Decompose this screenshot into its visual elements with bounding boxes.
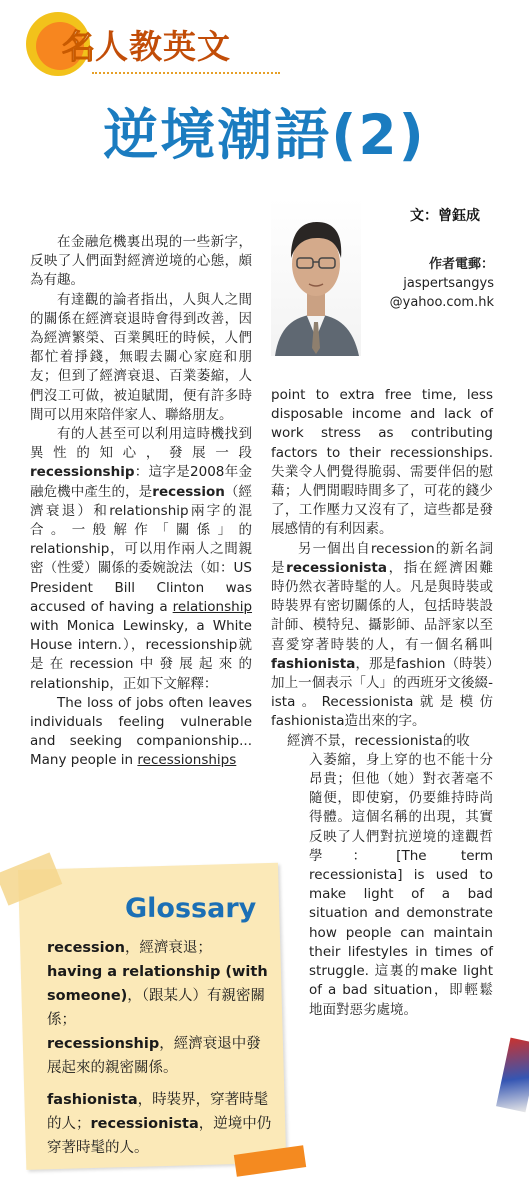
article-title: 逆境潮語(2): [103, 103, 426, 167]
keyword-recession: recession: [152, 483, 225, 500]
keyword-recessionship: recessionship: [30, 464, 135, 481]
glossary-title: Glossary: [125, 893, 257, 924]
keyword-recessionista: recessionista: [286, 559, 387, 576]
edge-decoration: [496, 1038, 529, 1113]
left-paragraph-1: 在金融危機裏出現的一些新字，反映了人們面對經濟逆境的心態，頗為有趣。: [30, 234, 252, 289]
column-title-first-char: 名: [62, 26, 95, 66]
underlined-relationship: relationship: [172, 598, 253, 615]
right-paragraph-1: point to extra free time, less disposable income and lack of work stress as contributing factors to their recessionships. 失業令人們覺得脆弱、需要伴侶的慰藉；人們閒暇時間多了，可花的錢少了，工作壓力又沒有了，這些都是發展感情的有利因素。: [271, 387, 493, 538]
author-photo: [271, 198, 361, 356]
keyword-fashionista: fashionista: [271, 655, 356, 672]
left-paragraph-3: 有的人甚至可以利用這時機找到異性的知心，發展一段recessionship：這字是2008年金融危機中產生的，是recession（經濟衰退）和relationship兩字的混合。一般解作「關係」的relationship，可以用作兩人之間親密（性愛）關係的委婉說法（如：US President Bill Clinton was accused of having a relationship with Monica Lewinsky, a White House intern.），recessionship就是在recession中發展起來的relationship，正如下文解釋：: [30, 426, 253, 692]
right-paragraph-3: 經濟不景，recessionista的收 入萎縮，身上穿的也不能十分昂貴；但他（她）對衣著毫不隨便，即使窮，仍要維持時尚得體。這個名稱的出現，其實反映了人們對抗逆境的達觀哲學：[The term recessionista] is used to make light of a bad situation and demonstrate how people can maintain their lifestyles in times of struggle. 這裏的make light of a bad situation，即輕鬆地面對惡劣處境。: [287, 732, 493, 1018]
article-right-column: [271, 386, 493, 1020]
author-contact: [364, 255, 494, 312]
author-portrait-image: [271, 198, 361, 356]
article-left-column: [30, 233, 252, 771]
glossary-entry: fashionista，時裝界，穿著時髦的人；recessionista，逆境中仍穿著時髦的人。: [47, 1092, 272, 1156]
column-title: [62, 20, 231, 68]
glossary-body: [47, 936, 272, 1168]
byline: 文：曾鈺成: [410, 208, 480, 224]
header-dotted-rule: [92, 72, 280, 74]
author-email-line1: jaspertsangys: [403, 276, 494, 291]
column-title-rest: 人教英文: [95, 26, 231, 66]
right-paragraph-2: 另一個出自recession的新名詞是recessionista，指在經濟困難時仍然衣著時髦的人。凡是與時裝或時裝界有密切關係的人，包括時裝設計師、模特兒、攝影師、品評家以至喜愛穿著時裝的人，有一個名稱叫fashionista，那是fashion（時裝）加上一個表示「人」的西班牙文後綴-ista。Recessionista就是模仿fashionista造出來的字。: [271, 540, 494, 730]
glossary-entry: recession，經濟衰退； having a relationship (with someone)，（跟某人）有親密關係； recessionship，經濟衰退中發展起來的親密關係。: [47, 940, 268, 1076]
underlined-recessionships: recessionships: [137, 752, 237, 769]
author-email-label: 作者電郵：: [428, 257, 494, 272]
left-paragraph-4: The loss of jobs often leaves individuals feeling vulnerable and seeking companionship... Many people in recessionships: [30, 694, 252, 769]
left-paragraph-2: 有達觀的論者指出，人與人之間的關係在經濟衰退時會得到改善，因為經濟繁榮、百業興旺的時候，人們都忙着掙錢，無暇去關心家庭和朋友；但到了經濟衰退、百業萎縮，人們沒工可做，被迫賦閒，便有許多時間可以用來陪伴家人、聯絡朋友。: [30, 291, 252, 423]
author-email-line2: @yahoo.com.hk: [389, 295, 494, 310]
